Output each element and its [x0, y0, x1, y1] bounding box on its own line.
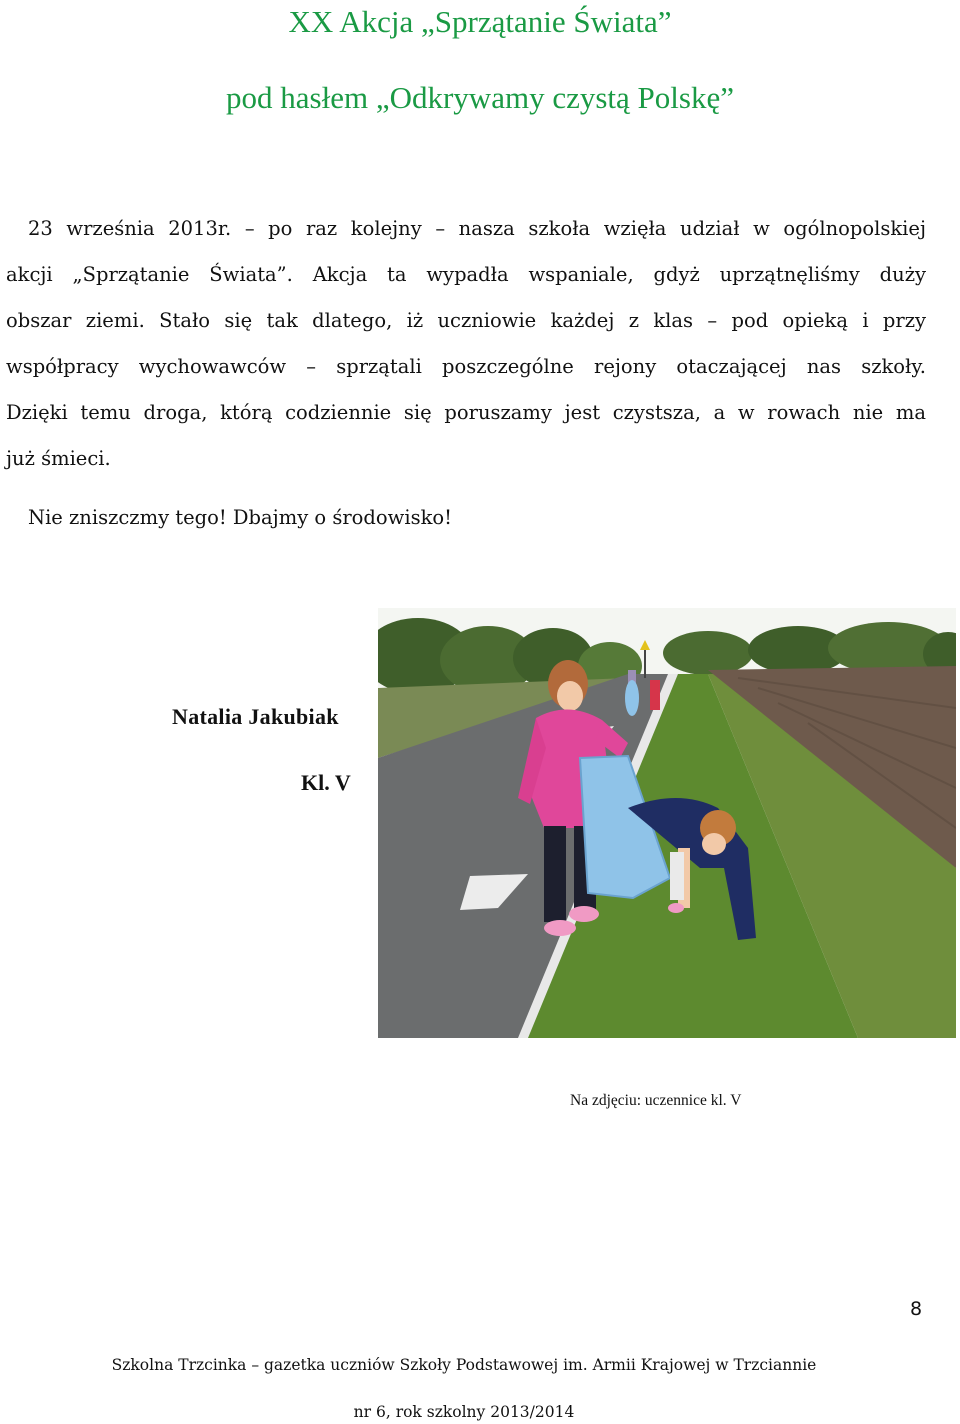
photo-sign-pole	[644, 648, 646, 678]
page-number: 8	[910, 1298, 923, 1320]
call-to-action: Nie zniszczmy tego! Dbajmy o środowisko!	[28, 506, 452, 529]
author-name: Natalia Jakubiak	[172, 704, 339, 729]
photo-caption: Na zdjęciu: uczennice kl. V	[570, 1092, 742, 1109]
author-class: Kl. V	[301, 770, 351, 795]
body-line: 23 września 2013r. – po raz kolejny – nasza szkoła wzięła udział w ogólnopolskiej	[28, 217, 926, 240]
cleanup-photo	[378, 608, 956, 1038]
body-line: współpracy wychowawców – sprzątali poszczególne rejony otaczającej nas szkoły.	[6, 355, 926, 378]
body-line: akcji „Sprzątanie Świata”. Akcja ta wypadła wspaniale, gdyż uprzątnęliśmy duży	[6, 263, 926, 286]
body-line: Dzięki temu droga, którą codziennie się poruszamy jest czystsza, a w rowach nie ma	[6, 401, 926, 424]
footer-publication: Szkolna Trzcinka – gazetka uczniów Szkoły Podstawowej im. Armii Krajowej w Trzciannie	[111, 1356, 817, 1374]
body-line: obszar ziemi. Stało się tak dlatego, iż uczniowie każdej z klas – pod opieką i przy	[6, 309, 926, 332]
article-body	[6, 206, 926, 482]
footer-issue: nr 6, rok szkolny 2013/2014	[353, 1403, 575, 1421]
article-subtitle: pod hasłem „Odkrywamy czystą Polskę”	[226, 80, 734, 115]
body-line: już śmieci.	[6, 447, 111, 470]
article-title: XX Akcja „Sprzątanie Świata”	[288, 4, 672, 39]
